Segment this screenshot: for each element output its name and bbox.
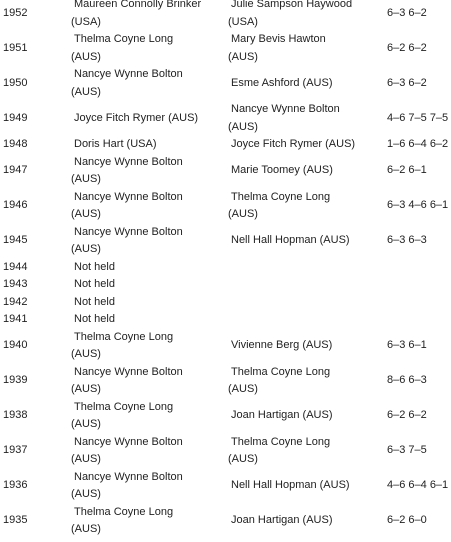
table-row xyxy=(0,189,451,224)
champion-cell xyxy=(70,0,225,31)
runner-up-cell xyxy=(225,364,385,399)
score-cell: 6–3 4–6 6–1 xyxy=(387,199,449,212)
champion-cell xyxy=(70,189,225,224)
champion-cell xyxy=(70,31,225,66)
year-cell: 1936 xyxy=(3,479,28,492)
champion-cell-text: (AUS) xyxy=(71,85,101,98)
champion-cell-text: (AUS) xyxy=(71,418,101,430)
year-cell: 1937 xyxy=(3,444,28,457)
champion-cell-text: Nancye Wynne Bolton xyxy=(74,155,183,168)
champion-cell-text: Nancye Wynne Bolton xyxy=(74,225,183,238)
runner-up-cell xyxy=(225,66,385,101)
champion-cell-text: (AUS) xyxy=(71,173,101,185)
runner-up-cell-text: Thelma Coyne Long xyxy=(231,190,331,203)
champion-cell xyxy=(70,276,225,294)
runner-up-cell xyxy=(225,136,385,154)
table-row xyxy=(0,311,451,329)
year-cell: 1943 xyxy=(3,278,28,290)
runner-up-cell-text: Nell Hall Hopman (AUS) xyxy=(231,479,350,492)
score-cell: 6–2 6–2 xyxy=(387,409,427,422)
runner-up-cell xyxy=(225,0,385,31)
runner-up-cell xyxy=(225,469,385,504)
champion-cell xyxy=(70,469,225,504)
year-cell: 1944 xyxy=(3,260,28,273)
year-cell: 1949 xyxy=(3,111,28,124)
runner-up-cell-text: (AUS) xyxy=(228,208,258,220)
runner-up-cell xyxy=(225,329,385,364)
champion-cell xyxy=(70,154,225,189)
table-row xyxy=(0,329,451,364)
champion-cell-text: Not held xyxy=(74,313,115,325)
score-cell: 6–3 6–1 xyxy=(387,339,427,352)
champion-cell xyxy=(70,311,225,329)
score-cell xyxy=(385,294,451,312)
table-row xyxy=(0,504,451,539)
year-cell: 1941 xyxy=(3,313,28,325)
runner-up-cell xyxy=(225,259,385,277)
year-cell: 1935 xyxy=(3,514,28,527)
score-cell: 6–3 6–3 xyxy=(387,234,427,247)
runner-up-cell-text: Esme Ashford (AUS) xyxy=(231,76,333,89)
champion-cell xyxy=(70,66,225,101)
runner-up-cell xyxy=(225,31,385,66)
champion-cell-text: Not held xyxy=(74,260,115,273)
champion-cell xyxy=(70,224,225,259)
table-row xyxy=(0,101,451,136)
champion-cell-text: (AUS) xyxy=(71,453,101,465)
runner-up-cell xyxy=(225,224,385,259)
champion-cell-text: (AUS) xyxy=(71,383,101,395)
score-cell: 1–6 6–4 6–2 xyxy=(387,138,449,150)
runner-up-cell-text: Mary Bevis Hawton xyxy=(231,33,326,45)
table-row xyxy=(0,0,451,31)
table-row xyxy=(0,31,451,66)
champion-cell xyxy=(70,399,225,434)
champion-cell xyxy=(70,364,225,399)
champion-cell xyxy=(70,259,225,277)
runner-up-cell xyxy=(225,311,385,329)
champion-cell-text: Thelma Coyne Long xyxy=(74,505,174,518)
runner-up-cell-text: Vivienne Berg (AUS) xyxy=(231,339,333,352)
champion-cell-text: Not held xyxy=(74,295,115,308)
champion-cell-text: Nancye Wynne Bolton xyxy=(74,365,183,378)
runner-up-cell-text: Thelma Coyne Long xyxy=(231,365,331,378)
runner-up-cell-text: (AUS) xyxy=(228,120,258,133)
champion-cell-text: Joyce Fitch Rymer (AUS) xyxy=(74,111,199,124)
runner-up-cell-text: Joyce Fitch Rymer (AUS) xyxy=(231,138,356,150)
table-row xyxy=(0,434,451,469)
runner-up-cell-text: Joan Hartigan (AUS) xyxy=(231,409,333,422)
champion-cell-text: (AUS) xyxy=(71,50,101,63)
table-row xyxy=(0,66,451,101)
champion-cell xyxy=(70,504,225,539)
runner-up-cell xyxy=(225,101,385,136)
year-cell: 1952 xyxy=(3,6,28,19)
champion-cell-text: (AUS) xyxy=(71,208,101,220)
score-cell xyxy=(385,276,451,294)
champion-cell-text: Thelma Coyne Long xyxy=(74,33,174,45)
champion-cell-text: (AUS) xyxy=(71,348,101,360)
champion-cell xyxy=(70,294,225,312)
runner-up-cell-text: Joan Hartigan (AUS) xyxy=(231,514,333,527)
score-cell: 6–3 6–2 xyxy=(387,6,427,19)
champion-cell-text: Nancye Wynne Bolton xyxy=(74,68,183,80)
year-cell: 1945 xyxy=(3,234,28,247)
runner-up-cell-text: Julie Sampson Haywood xyxy=(231,0,353,10)
score-cell: 4–6 6–4 6–1 xyxy=(387,479,449,492)
champion-cell-text: Thelma Coyne Long xyxy=(74,400,174,413)
table-row xyxy=(0,276,451,294)
year-cell: 1950 xyxy=(3,76,28,89)
year-cell: 1938 xyxy=(3,409,28,422)
runner-up-cell-text: Marie Toomey (AUS) xyxy=(231,164,333,177)
champion-cell-text: Nancye Wynne Bolton xyxy=(74,190,183,203)
champion-cell-text: Doris Hart (USA) xyxy=(74,138,157,150)
score-cell: 8–6 6–3 xyxy=(387,374,427,387)
champion-cell-text: Nancye Wynne Bolton xyxy=(74,435,183,448)
champion-cell xyxy=(70,136,225,154)
score-cell: 6–2 6–1 xyxy=(387,164,427,177)
runner-up-cell xyxy=(225,399,385,434)
runner-up-cell-text: (AUS) xyxy=(228,453,258,465)
champion-cell-text: (AUS) xyxy=(71,243,101,255)
year-cell: 1940 xyxy=(3,339,28,352)
runner-up-cell xyxy=(225,154,385,189)
runner-up-cell-text: Thelma Coyne Long xyxy=(231,435,331,448)
score-cell xyxy=(385,311,451,329)
score-cell: 4–6 7–5 7–5 xyxy=(387,111,449,124)
champion-cell-text: (AUS) xyxy=(71,523,101,535)
table-row xyxy=(0,136,451,154)
champion-cell-text: Maureen Connolly Brinker xyxy=(74,0,202,10)
table-row xyxy=(0,469,451,504)
champion-cell-text: Nancye Wynne Bolton xyxy=(74,470,183,483)
table-row xyxy=(0,294,451,312)
table-row xyxy=(0,224,451,259)
table-row xyxy=(0,399,451,434)
table-row xyxy=(0,154,451,189)
runner-up-cell-text: Nell Hall Hopman (AUS) xyxy=(231,234,350,247)
runner-up-cell xyxy=(225,189,385,224)
runner-up-cell xyxy=(225,276,385,294)
table-row xyxy=(0,259,451,277)
champion-cell-text: (AUS) xyxy=(71,488,101,500)
year-cell: 1947 xyxy=(3,164,28,177)
runner-up-cell-text: (AUS) xyxy=(228,383,258,395)
table-row xyxy=(0,364,451,399)
score-cell xyxy=(385,259,451,277)
runner-up-cell xyxy=(225,504,385,539)
score-cell: 6–2 6–0 xyxy=(387,514,427,527)
score-cell: 6–3 6–2 xyxy=(387,76,427,89)
champion-cell xyxy=(70,434,225,469)
year-cell: 1942 xyxy=(3,295,28,308)
champion-cell-text: Not held xyxy=(74,278,115,290)
runner-up-cell-text: (AUS) xyxy=(228,50,258,63)
champion-cell xyxy=(70,329,225,364)
year-cell: 1951 xyxy=(3,41,28,54)
score-cell: 6–3 7–5 xyxy=(387,444,427,457)
runner-up-cell-text: (USA) xyxy=(228,15,258,28)
champion-cell-text: (USA) xyxy=(71,15,101,28)
runner-up-cell-text: Nancye Wynne Bolton xyxy=(231,103,340,115)
runner-up-cell xyxy=(225,294,385,312)
year-cell: 1939 xyxy=(3,374,28,387)
runner-up-cell xyxy=(225,434,385,469)
champion-cell xyxy=(70,101,225,136)
year-cell: 1946 xyxy=(3,199,28,212)
year-cell: 1948 xyxy=(3,138,28,150)
score-cell: 6–2 6–2 xyxy=(387,41,427,54)
champion-cell-text: Thelma Coyne Long xyxy=(74,330,174,343)
